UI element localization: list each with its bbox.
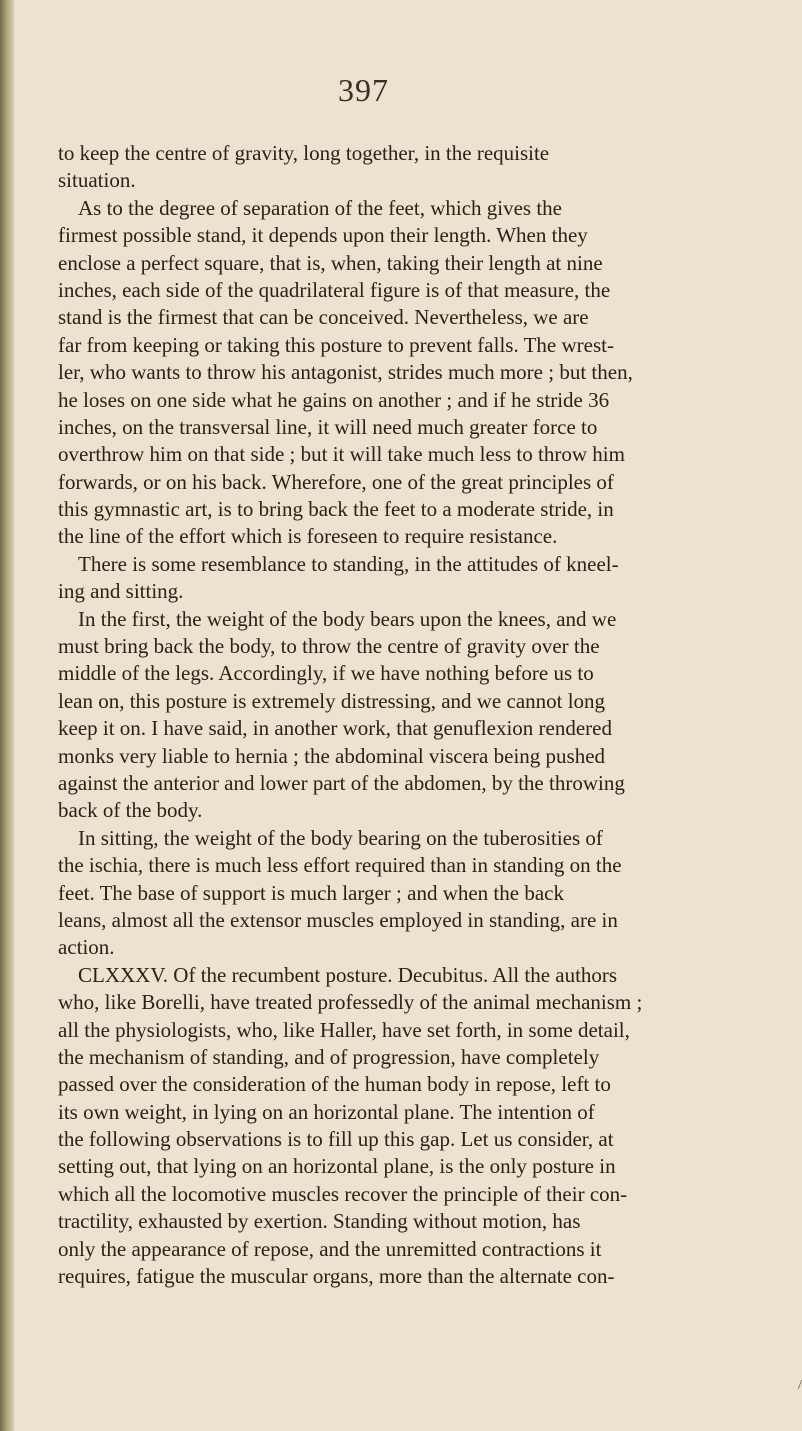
stray-mark: / [798,1378,802,1393]
text-line: enclose a perfect square, that is, when, taking their length at nine [58,250,603,275]
text-line: inches, each side of the quadrilateral figure is of that measure, the [58,277,611,302]
text-line: this gymnastic art, is to bring back the feet to a moderate stride, in [58,497,614,522]
text-line: setting out, that lying on an horizontal plane, is the only posture in [58,1154,616,1179]
text-line: against the anterior and lower part of the abdomen, by the throwing [58,770,625,795]
book-page [58,0,800,1431]
paragraph-start-line: There is some resemblance to standing, in the attitudes of kneel- [78,551,619,576]
text-line: action. [58,935,115,960]
text-line: tractility, exhausted by exertion. Standing without motion, has [58,1209,581,1234]
text-line: firmest possible stand, it depends upon their length. When they [58,223,588,248]
paragraph-start-line: As to the degree of separation of the feet, which gives the [78,195,562,220]
text-line: all the physiologists, who, like Haller, have set forth, in some detail, [58,1017,630,1042]
text-line: the following observations is to fill up this gap. Let us consider, at [58,1127,614,1152]
text-line: its own weight, in lying on an horizontal plane. The intention of [58,1099,595,1124]
text-line: which all the locomotive muscles recover the principle of their con- [58,1181,628,1206]
text-line: feet. The base of support is much larger ; and when the back [58,880,564,905]
text-line: situation. [58,168,136,193]
text-line: only the appearance of repose, and the unremitted contractions it [58,1236,602,1261]
text-line: middle of the legs. Accordingly, if we have nothing before us to [58,661,594,686]
text-line: forwards, or on his back. Wherefore, one of the great principles of [58,469,614,494]
text-line: the ischia, there is much less effort required than in standing on the [58,853,622,878]
text-line: leans, almost all the extensor muscles employed in standing, are in [58,907,618,932]
text-line: the line of the effort which is foreseen to require resistance. [58,524,558,549]
text-line: he loses on one side what he gains on another ; and if he stride 36 [58,387,610,412]
body-text [58,140,798,1290]
text-line: ler, who wants to throw his antagonist, strides much more ; but then, [58,360,633,385]
paragraph-start-line: In the first, the weight of the body bears upon the knees, and we [78,606,617,631]
text-line: ing and sitting. [58,579,184,604]
text-line: who, like Borelli, have treated professedly of the animal mechanism ; [58,990,643,1015]
page-binding-edge [0,0,14,1431]
text-line: the mechanism of standing, and of progression, have completely [58,1044,600,1069]
text-line: inches, on the transversal line, it will need much greater force to [58,414,598,439]
page-number: 397 [338,72,389,108]
text-line: stand is the firmest that can be conceived. Nevertheless, we are [58,305,589,330]
text-line: to keep the centre of gravity, long together, in the requisite [58,141,550,165]
paragraph-start-line: In sitting, the weight of the body bearing on the tuberosities of [78,825,603,850]
section-heading-line: CLXXXV. Of the recumbent posture. Decubitus. All the authors [78,962,618,987]
text-line: requires, fatigue the muscular organs, more than the alternate con- [58,1264,615,1289]
text-line: monks very liable to hernia ; the abdominal viscera being pushed [58,743,606,768]
text-line: far from keeping or taking this posture to prevent falls. The wrest- [58,332,614,357]
text-line: lean on, this posture is extremely distressing, and we cannot long [58,688,606,713]
text-line: must bring back the body, to throw the centre of gravity over the [58,634,600,659]
text-line: passed over the consideration of the human body in repose, left to [58,1072,611,1097]
text-line: back of the body. [58,798,203,823]
text-line: overthrow him on that side ; but it will take much less to throw him [58,442,625,467]
text-line: keep it on. I have said, in another work, that genuflexion rendered [58,716,612,741]
